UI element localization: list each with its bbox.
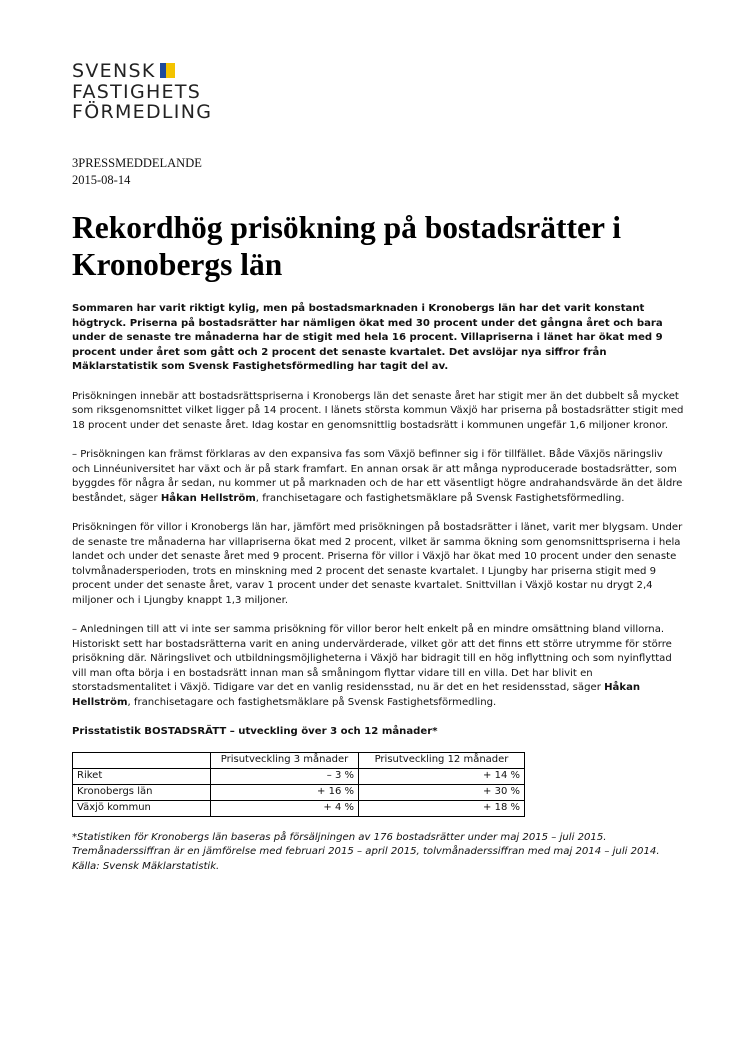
paragraph-4 <box>72 623 684 711</box>
paragraph-2 <box>72 448 684 506</box>
change-3m-cell: – 3 % <box>211 768 359 784</box>
change-3m-cell: + 4 % <box>211 800 359 816</box>
flag-yellow-part <box>166 63 175 78</box>
paragraph-1: Prisökningen innebär att bostadsrättspriserna i Kronobergs län det senaste året har stigit mer än det dubbelt så mycket som riksgenomsnittet vilket ligger på 14 procent. I länets största kommun Växjö har priserna på bostadsrätter stigit med 18 procent under det senaste året. Idag kostar en genomsnittlig bostadsrätt i kommunen ungefär 1,6 miljoner kronor. <box>72 390 684 431</box>
price-statistics-table <box>72 752 525 817</box>
region-cell: Kronobergs län <box>73 784 211 800</box>
logo-line-1 <box>72 61 212 82</box>
table-row <box>73 800 525 816</box>
document-type: 3PRESSMEDDELANDE <box>72 156 202 170</box>
quote-title: , franchisetagare och fastighetsmäklare på Svensk Fastighetsförmedling. <box>127 697 497 709</box>
table-row <box>73 768 525 784</box>
article-body <box>72 302 684 875</box>
quote-text: – Prisökningen kan främst förklaras av den expansiva fas som Växjö befinner sig i för tillfället. Både Växjös näringsliv och Linnéuniversitet har växt och är på stark framfart. En annan orsak är att många nyproducerade bostadsrätter, som byggdes för några år sedan, nu kommer ut på marknaden och de har ett väsentligt högre andrahandsvärde än det äldre beståndet, säger <box>72 448 683 504</box>
quote-person: Håkan Hellström <box>72 682 641 709</box>
quote-person: Håkan Hellström <box>160 492 256 504</box>
change-12m-cell: + 18 % <box>359 800 525 816</box>
document-meta <box>72 155 202 189</box>
table-header-cell: Prisutveckling 3 månader <box>211 752 359 768</box>
logo-text-svensk: SVENSK <box>72 60 156 82</box>
table-header-cell: Prisutveckling 12 månader <box>359 752 525 768</box>
region-cell: Växjö kommun <box>73 800 211 816</box>
change-12m-cell: + 14 % <box>359 768 525 784</box>
headline: Rekordhög prisökning på bostadsrätter i Kronobergs län <box>72 210 622 282</box>
table-title: Prisstatistik BOSTADSRÄTT – utveckling över 3 och 12 månader* <box>72 726 438 738</box>
lead-paragraph: Sommaren har varit riktigt kylig, men på bostadsmarknaden i Kronobergs län har det varit konstant högtryck. Priserna på bostadsrätter har nämligen ökat med 30 procent under det gångna året och bara under de senaste tre månaderna har de stigit med hela 16 procent. Villapriserna i länet har ökat med 9 procent under året som gått och 2 procent det senaste kvartalet. Det avslöjar nya siffror från Mäklarstatistik som Svensk Fastighetsförmedling har tagit del av. <box>72 303 663 373</box>
table-header-row <box>73 752 525 768</box>
quote-text: – Anledningen till att vi inte ser samma prisökning för villor beror helt enkelt på en mindre omsättning bland villorna. Historiskt sett har bostadsrätterna varit en aning undervärderade, vilket gör att det finns ett större utrymme för större prisökning där. Näringslivet och utbildningsmöjligheterna i Växjö har bidragit till en hög inflyttning och som nyinflyttad vill man ofta börja i en bostadsrätt innan man så småningom flyttar vidare till en villa. Det har blivit en storstadsmentalitet i Växjö. Tidigare var det en vanlig residensstad, nu är det en het residensstad, säger <box>72 624 672 694</box>
change-12m-cell: + 30 % <box>359 784 525 800</box>
table-row <box>73 784 525 800</box>
region-cell: Riket <box>73 768 211 784</box>
quote-title: , franchisetagare och fastighetsmäklare på Svensk Fastighetsförmedling. <box>255 492 625 504</box>
change-3m-cell: + 16 % <box>211 784 359 800</box>
swedish-flag-icon <box>160 63 175 78</box>
company-logo <box>72 61 212 123</box>
footnote: *Statistiken för Kronobergs län baseras på försäljningen av 176 bostadsrätter under maj 2015 – juli 2015. Tremånaderssiffran är en jämförelse med februari 2015 – april 2015, tolvmånaderssiffran med maj 2014 – juli 2014. Källa: Svensk Mäklarstatistik. <box>72 831 660 872</box>
logo-line-2: FASTIGHETS <box>72 80 202 103</box>
paragraph-3: Prisökningen för villor i Kronobergs län har, jämfört med prisökningen på bostadsrätter i länet, varit mer blygsam. Under de senaste tre månaderna har villapriserna ökat med 2 procent, vilket är samma ökning som genomsnittspriserna i hela landet och under det senaste året med 9 procent. Priserna för villor i Växjö har ökat med 10 procent under den senaste tolvmånadersperioden, trots en minskning med 2 procent det senaste kvartalet. I Ljungby har priserna stigit med 9 procent under det senaste året, varav 1 procent under det senaste kvartalet. Snittvillan i Växjö kostar nu drygt 2,4 miljoner och i Ljungby knappt 1,3 miljoner. <box>72 521 683 606</box>
logo-line-3: FÖRMEDLING <box>72 101 213 123</box>
document-date: 2015-08-14 <box>72 173 131 187</box>
table-header-cell <box>73 752 211 768</box>
